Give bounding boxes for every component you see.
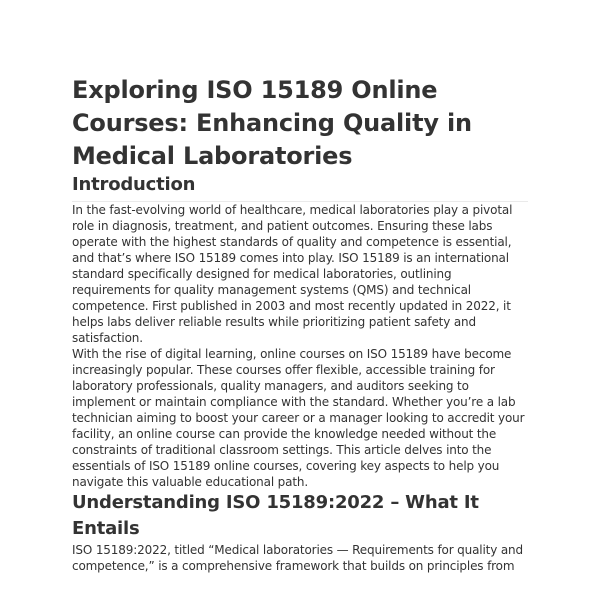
intro-paragraph-1: In the fast-evolving world of healthcare, medical laboratories play a pivotal role in diagnosis, treatment, and patient outcomes. Ensuring these labs operate with the highest standards of quality and competence is essential, and that’s where ISO 15189 comes into play. ISO 15189 is an international standard specifically designed for medical laboratories, outlining requirements for quality management systems (QMS) and technical competence. First published in 2003 and most recently updated in 2022, it helps labs deliver reliable results while prioritizing patient safety and satisfaction. [72,203,513,345]
article [72,74,528,574]
section-heading-understanding: Understanding ISO 15189:2022 – What It Entails [72,492,479,539]
article-title: Exploring ISO 15189 Online Courses: Enhancing Quality in Medical Laboratories [72,76,472,170]
intro-paragraph-2: With the rise of digital learning, online courses on ISO 15189 have become increasingly popular. These courses offer flexible, accessible training for laboratory professionals, quality managers, and auditors seeking to implement or maintain compliance with the standard. Whether you’re a lab technician aiming to boost your career or a manager looking to accredit your facility, an online course can provide the knowledge needed without the constraints of traditional classroom settings. This article delves into the essentials of ISO 15189 online courses, covering key aspects to help you navigate this valuable educational path. [72,347,525,489]
understanding-paragraph-1: ISO 15189:2022, titled “Medical laboratories — Requirements for quality and competence,” is a comprehensive framework that builds on principles from [72,543,523,573]
section-heading-introduction: Introduction [72,173,528,202]
